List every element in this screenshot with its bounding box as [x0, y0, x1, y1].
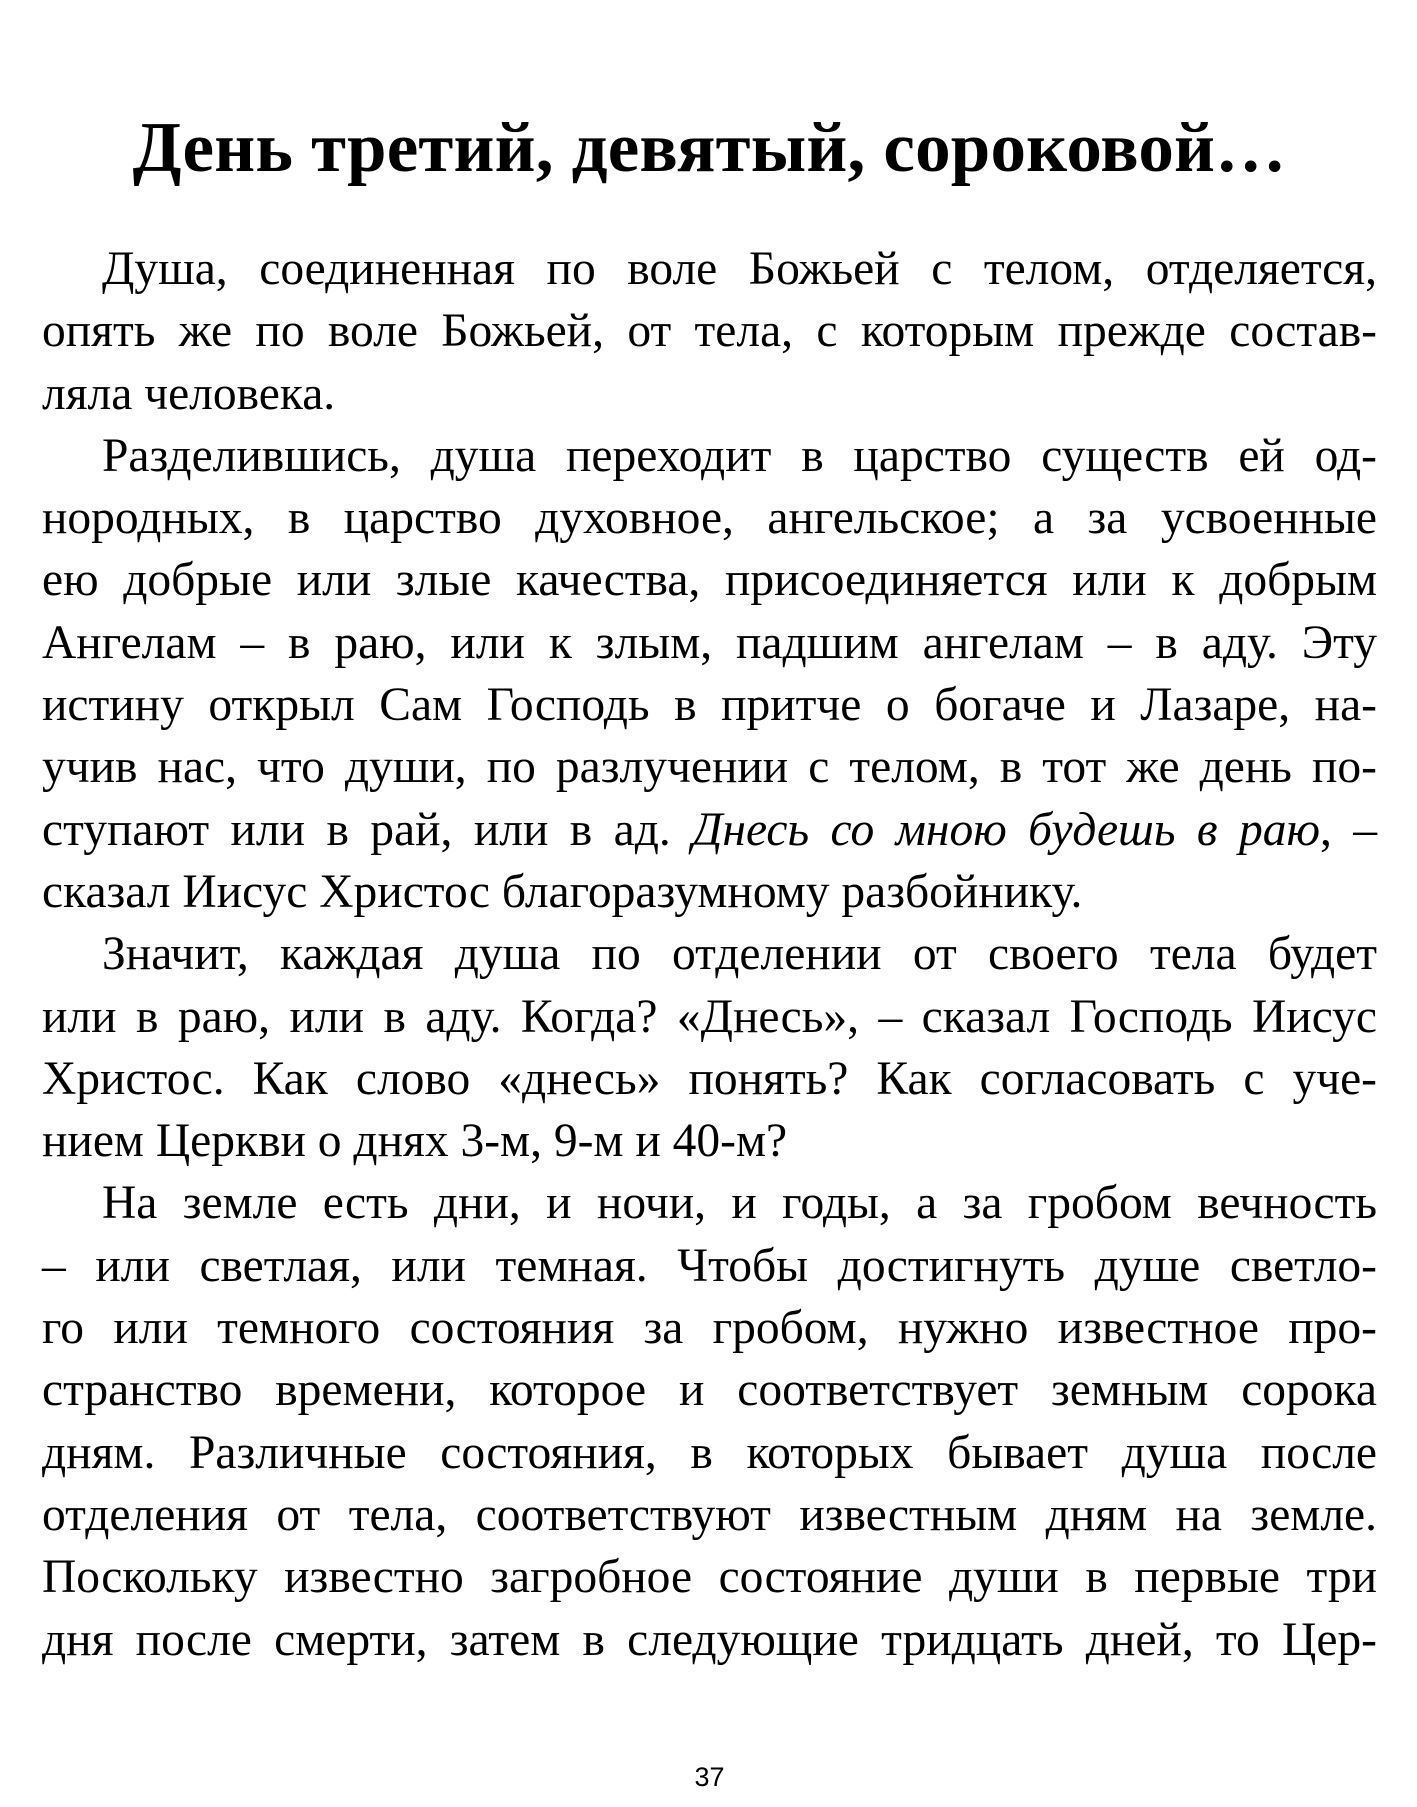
- page-number: 37: [694, 1762, 725, 1792]
- text-line: дня после смерти, затем в следующие тридцать дней, то Цер-: [42, 1613, 1377, 1666]
- body-text: [42, 238, 1377, 1671]
- text-segment: , –: [1319, 803, 1377, 856]
- text-line: Поскольку известно загробное состояние души в первые три: [42, 1551, 1377, 1604]
- text-line: опять же по воле Божьей, от тела, с которым прежде состав-: [42, 305, 1377, 358]
- text-line: нородных, в царство духовное, ангельское; а за усвоенные: [42, 492, 1377, 545]
- text-line: странство времени, которое и соответствует земным сорока: [42, 1364, 1377, 1417]
- text-line: – или светлая, или темная. Чтобы достигнуть душе светло-: [42, 1239, 1377, 1292]
- text-line: учив нас, что души, по разлучении с телом, в тот же день по-: [42, 741, 1377, 794]
- text-line: или в раю, или в аду. Когда? «Днесь», – сказал Господь Иисус: [42, 990, 1377, 1043]
- text-line: На земле есть дни, и ночи, и годы, а за гробом вечность: [102, 1177, 1377, 1230]
- text-line: Душа, соединенная по воле Божьей с телом, отделяется,: [102, 243, 1377, 295]
- text-line: Разделившись, душа переходит в царство существ ей од-: [102, 429, 1377, 482]
- text-line: отделения от тела, соответствуют известным дням на земле.: [42, 1488, 1377, 1541]
- document-page: [42, 0, 1377, 1807]
- text-line: сказал Иисус Христос благоразумному разбойнику.: [42, 865, 1083, 918]
- text-line: Значит, каждая душа по отделении от своего тела будет: [102, 928, 1377, 981]
- text-line: нием Церкви о днях 3-м, 9-м и 40-м?: [42, 1115, 788, 1168]
- text-line: дням. Различные состояния, в которых бывает душа после: [42, 1426, 1377, 1479]
- text-line: истину открыл Сам Господь в притче о богаче и Лазаре, на-: [42, 679, 1377, 732]
- text-line: ею добрые или злые качества, присоединяется или к добрым: [42, 554, 1377, 607]
- chapter-title: День третий, девятый, сороковой…: [132, 109, 1287, 187]
- text-line: Ангелам – в раю, или к злым, падшим ангелам – в аду. Эту: [42, 616, 1377, 669]
- text-line: ляла человека.: [42, 367, 336, 420]
- text-segment: ступают или в рай, или в ад.: [42, 803, 693, 856]
- text-line: Христос. Как слово «днесь» понять? Как согласовать с уче-: [42, 1052, 1377, 1105]
- text-line: го или темного состояния за гробом, нужно известное про-: [42, 1302, 1377, 1355]
- italic-quote: Днесь со мною будешь в раю: [692, 803, 1320, 856]
- text-line-with-quote: [42, 799, 1377, 861]
